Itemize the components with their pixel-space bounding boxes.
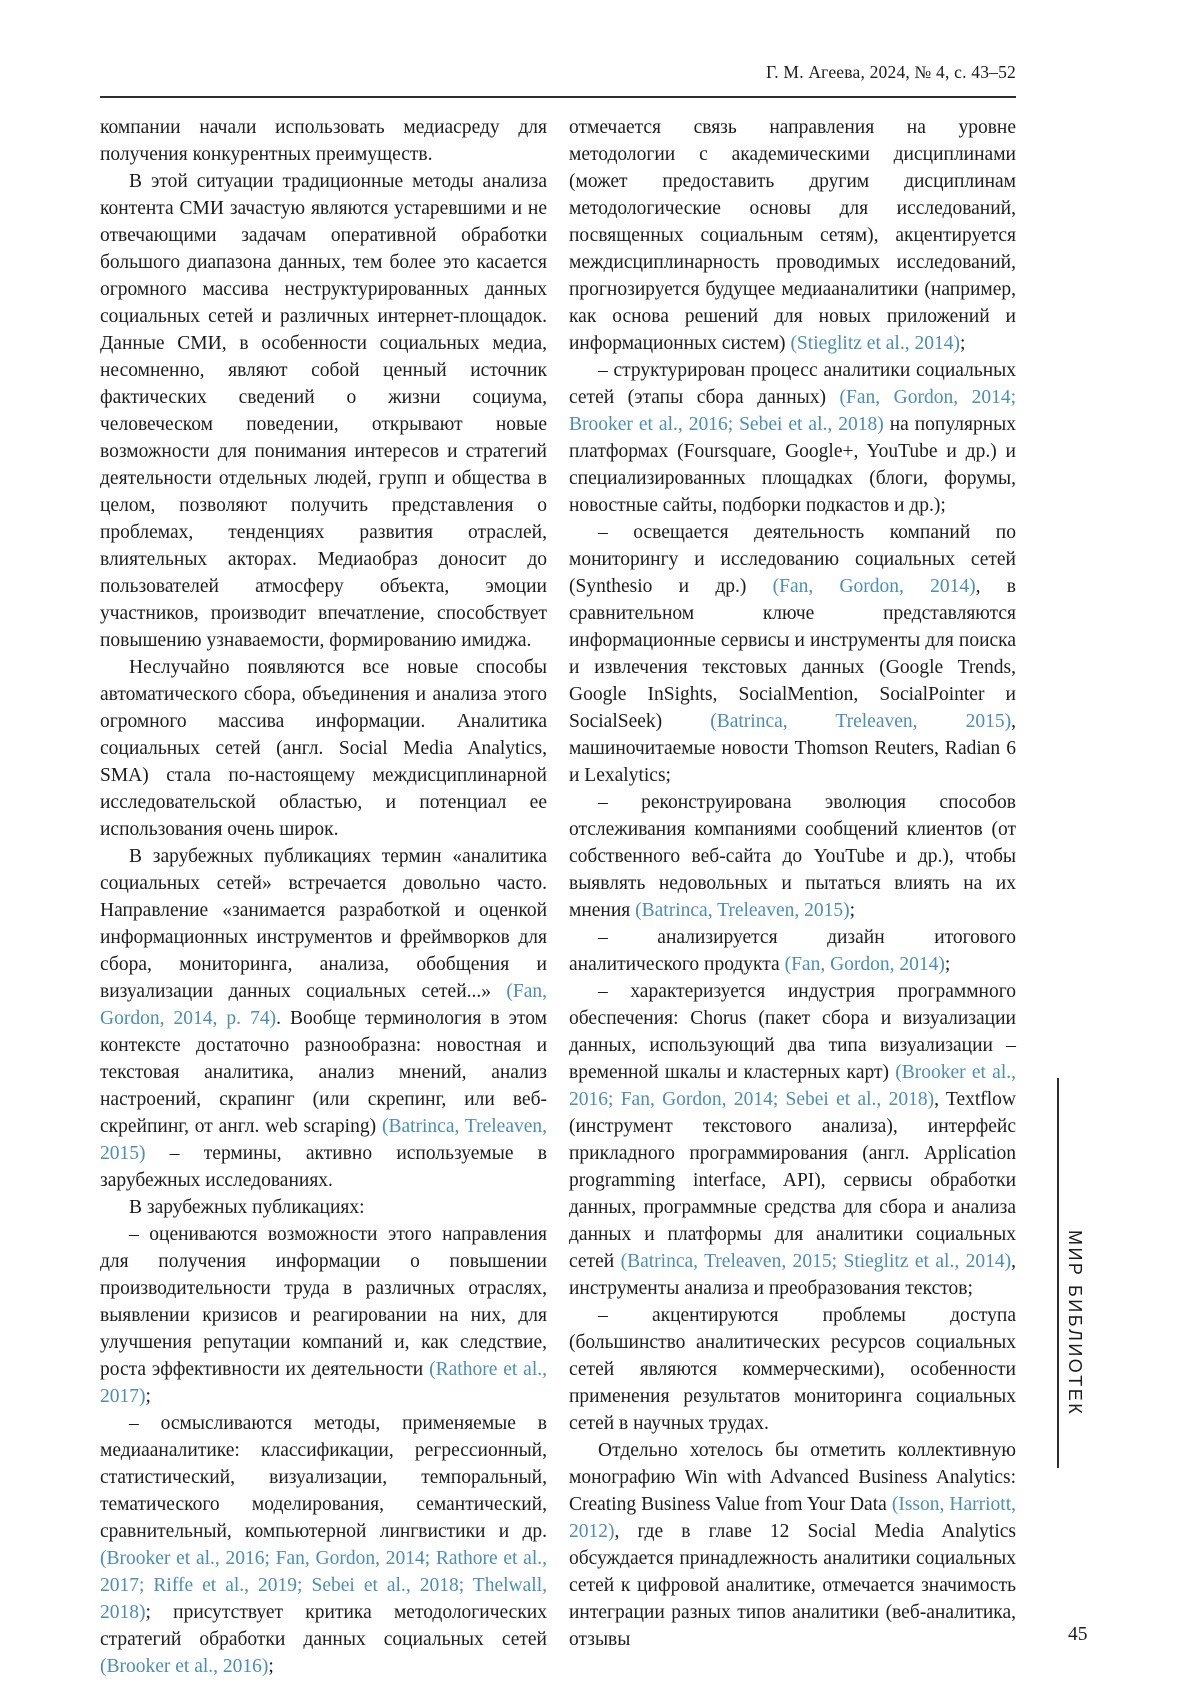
citation-link[interactable]: (Brooker et al., 2016; Fan, Gordon, 2014; Rathore et al., 2017; Riffe et al., 2019; Sebei et al., 2018; Thelwall, 2018) [100, 1548, 547, 1623]
text-segment: ; [268, 1656, 274, 1677]
margin-rule [1057, 1078, 1059, 1468]
paragraph [569, 978, 1016, 1302]
citation-link[interactable]: (Stieglitz et al., 2014) [790, 333, 960, 354]
text-segment: – осмысливаются методы, применяемые в медиааналитике: классификации, регрессионный, статистический, визуализации, темпоральный, тематического моделирования, семантический, сравнительный, компьютерной лингвистики и др. [100, 1413, 547, 1542]
page-number: 45 [1068, 1624, 1088, 1645]
text-segment: ; [145, 1386, 151, 1407]
paragraph [100, 1194, 547, 1221]
text-segment: , машиночитаемые новости Thomson Reuters, Radian 6 и Lexalytics; [569, 711, 1016, 786]
paragraph [569, 924, 1016, 978]
text-segment: – характеризуется индустрия программного обеспечения: Chorus (пакет сбора и визуализации данных, использующий два типа визуализации – временной шкалы и кластерных карт) [569, 981, 1016, 1083]
paragraph [569, 519, 1016, 789]
text-segment: – структурирован процесс аналитики социальных сетей (этапы сбора данных) [569, 360, 1016, 408]
text-segment: – реконструирована эволюция способов отслеживания компаниями сообщений клиентов (от собственного веб-сайта до YouTube и др.), чтобы выявлять недовольных и пытаться влиять на их мнения [569, 792, 1016, 921]
text-segment: компании начали использовать медиасреду для получения конкурентных преимуществ. [100, 117, 547, 165]
text-segment: , инструменты анализа и преобразования текстов; [569, 1251, 1016, 1299]
citation-link[interactable]: (Batrinca, Treleaven, 2015) [710, 711, 1012, 732]
text-segment: – термины, активно используемые в зарубежных исследованиях. [100, 1143, 547, 1191]
text-segment: – освещается деятельность компаний по мониторингу и исследованию социальных сетей (Synthesio и др.) [569, 522, 1016, 597]
paragraph [569, 1437, 1016, 1653]
text-segment: Отдельно хотелось бы отметить коллективную монографию Win with Advanced Business Analytics: Creating Business Value from Your Data [569, 1440, 1016, 1515]
text-segment: В этой ситуации традиционные методы анализа контента СМИ зачастую являются устаревшими и не отвечающими задачам оперативной обработки большого диапазона данных, тем более это касается огромного массива неструктурированных данных социальных сетей и различных интернет-площадок. Данные СМИ, в особенности социальных медиа, несомненно, являют собой ценный источник фактических сведений о жизни социума, человеческом поведении, открывают новые возможности для понимания интересов и стратегий деятельности отдельных людей, групп и общества в целом, позволяют получить представления о проблемах, тенденциях развития отраслей, влиятельных акторах. Медиаобраз доносит до пользователей атмосферу объекта, эмоции участников, производит впечатление, способствует повышению узнаваемости, формированию имиджа. [100, 171, 547, 651]
left-column [100, 114, 547, 1680]
text-segment: ; [959, 333, 966, 354]
citation-link[interactable]: (Brooker et al., 2016; Fan, Gordon, 2014; Sebei et al., 2018) [569, 1062, 1016, 1110]
paragraph [569, 1302, 1016, 1437]
journal-section-label: МИР БИБЛИОТЕК [1065, 1230, 1085, 1417]
paragraph [569, 789, 1016, 924]
citation-link[interactable]: (Batrinca, Treleaven, 2015; Stieglitz et al., 2014) [620, 1251, 1012, 1272]
right-column [569, 114, 1016, 1680]
citation-link[interactable]: (Batrinca, Treleaven, 2015) [635, 900, 850, 921]
text-segment: ; [849, 900, 856, 921]
text-segment: – акцентируются проблемы доступа (большинство аналитических ресурсов социальных сетей являются коммерческими), особенности применения результатов мониторинга социальных сетей в научных трудах. [569, 1305, 1016, 1434]
citation-link[interactable]: (Fan, Gordon, 2014, p. 74) [100, 981, 547, 1029]
text-segment: ; присутствует критика методологических стратегий обработки данных социальных сетей [100, 1602, 547, 1650]
paragraph [100, 1221, 547, 1410]
citation-link[interactable]: (Fan, Gordon, 2014) [772, 576, 976, 597]
text-segment: , в сравнительном ключе представляются информационные сервисы и инструменты для поиска и извлечения текстовых данных (Google Trends, Google InSights, SocialMention, SocialPointer и SocialSeek) [569, 576, 1016, 732]
text-segment: – анализируется дизайн итогового аналитического продукта [569, 927, 1016, 975]
citation-link[interactable]: (Rathore et al., 2017) [100, 1359, 547, 1407]
text-segment: В зарубежных публикациях: [129, 1197, 365, 1218]
text-segment: ; [944, 954, 951, 975]
paragraph [100, 114, 547, 168]
citation-link[interactable]: (Isson, Harriott, 2012) [569, 1494, 1016, 1542]
paragraph [100, 168, 547, 654]
text-segment: , где в главе 12 Social Media Analytics обсуждается принадлежность аналитики социальных сетей к цифровой аналитике, отмечается значимость интеграции разных типов аналитики (веб-аналитика, отзывы [569, 1521, 1016, 1650]
paragraph [100, 1410, 547, 1680]
paragraph [100, 843, 547, 1194]
paragraph [569, 357, 1016, 519]
text-segment: В зарубежных публикациях термин «аналитика социальных сетей» встречается довольно часто. Направление «занимается разработкой и оценкой информационных инструментов и фреймворков для сбора, мониторинга, анализа, обобщения и визуализации данных социальных сетей...» [100, 846, 547, 1002]
text-segment: . Вообще терминология в этом контексте достаточно разнообразна: новостная и текстовая аналитика, анализ мнений, анализ настроений, скрапинг (или скрепинг, или веб-скрейпинг, от англ. web scraping) [100, 1008, 547, 1137]
article-body [100, 114, 1016, 1680]
citation-link[interactable]: (Batrinca, Treleaven, 2015) [100, 1116, 547, 1164]
text-segment: отмечается связь направления на уровне методологии с академическими дисциплинами (может предоставить другим дисциплинам методологические основы для исследований, посвященных социальным сетям), акцентируется междисциплинарность проводимых исследований, прогнозируется будущее медиааналитики (например, как основа решений для новых приложений и информационных систем) [569, 117, 1016, 354]
citation-link[interactable]: (Fan, Gordon, 2014) [784, 954, 945, 975]
running-head: Г. М. Агеева, 2024, № 4, с. 43–52 [765, 62, 1016, 82]
header-rule [100, 96, 1016, 98]
paragraph [569, 114, 1016, 357]
text-segment: , Textflow (инструмент текстового анализа), интерфейс прикладного программирования (англ. Application programming interface, API), сервисы обработки данных, программные средства для сбора и анализа данных и платформы для аналитики социальных сетей [569, 1089, 1017, 1272]
citation-link[interactable]: (Fan, Gordon, 2014; Brooker et al., 2016; Sebei et al., 2018) [569, 387, 1016, 435]
text-segment: Неслучайно появляются все новые способы автоматического сбора, объединения и анализа этого огромного массива информации. Аналитика социальных сетей (англ. Social Media Analytics, SMA) стала по-настоящему междисциплинарной исследовательской областью, и потенциал ее использования очень широк. [100, 657, 547, 840]
paragraph [100, 654, 547, 843]
text-segment: на популярных платформах (Foursquare, Google+, YouTube и др.) и специализированных площадках (блоги, форумы, новостные сайты, подборки подкастов и др.); [569, 414, 1016, 516]
citation-link[interactable]: (Brooker et al., 2016) [100, 1656, 269, 1677]
text-segment: – оцениваются возможности этого направления для получения информации о повышении производительности труда в различных отраслях, выявлении кризисов и реагировании на них, для улучшения репутации компаний и, как следствие, роста эффективности их деятельности [100, 1224, 547, 1380]
